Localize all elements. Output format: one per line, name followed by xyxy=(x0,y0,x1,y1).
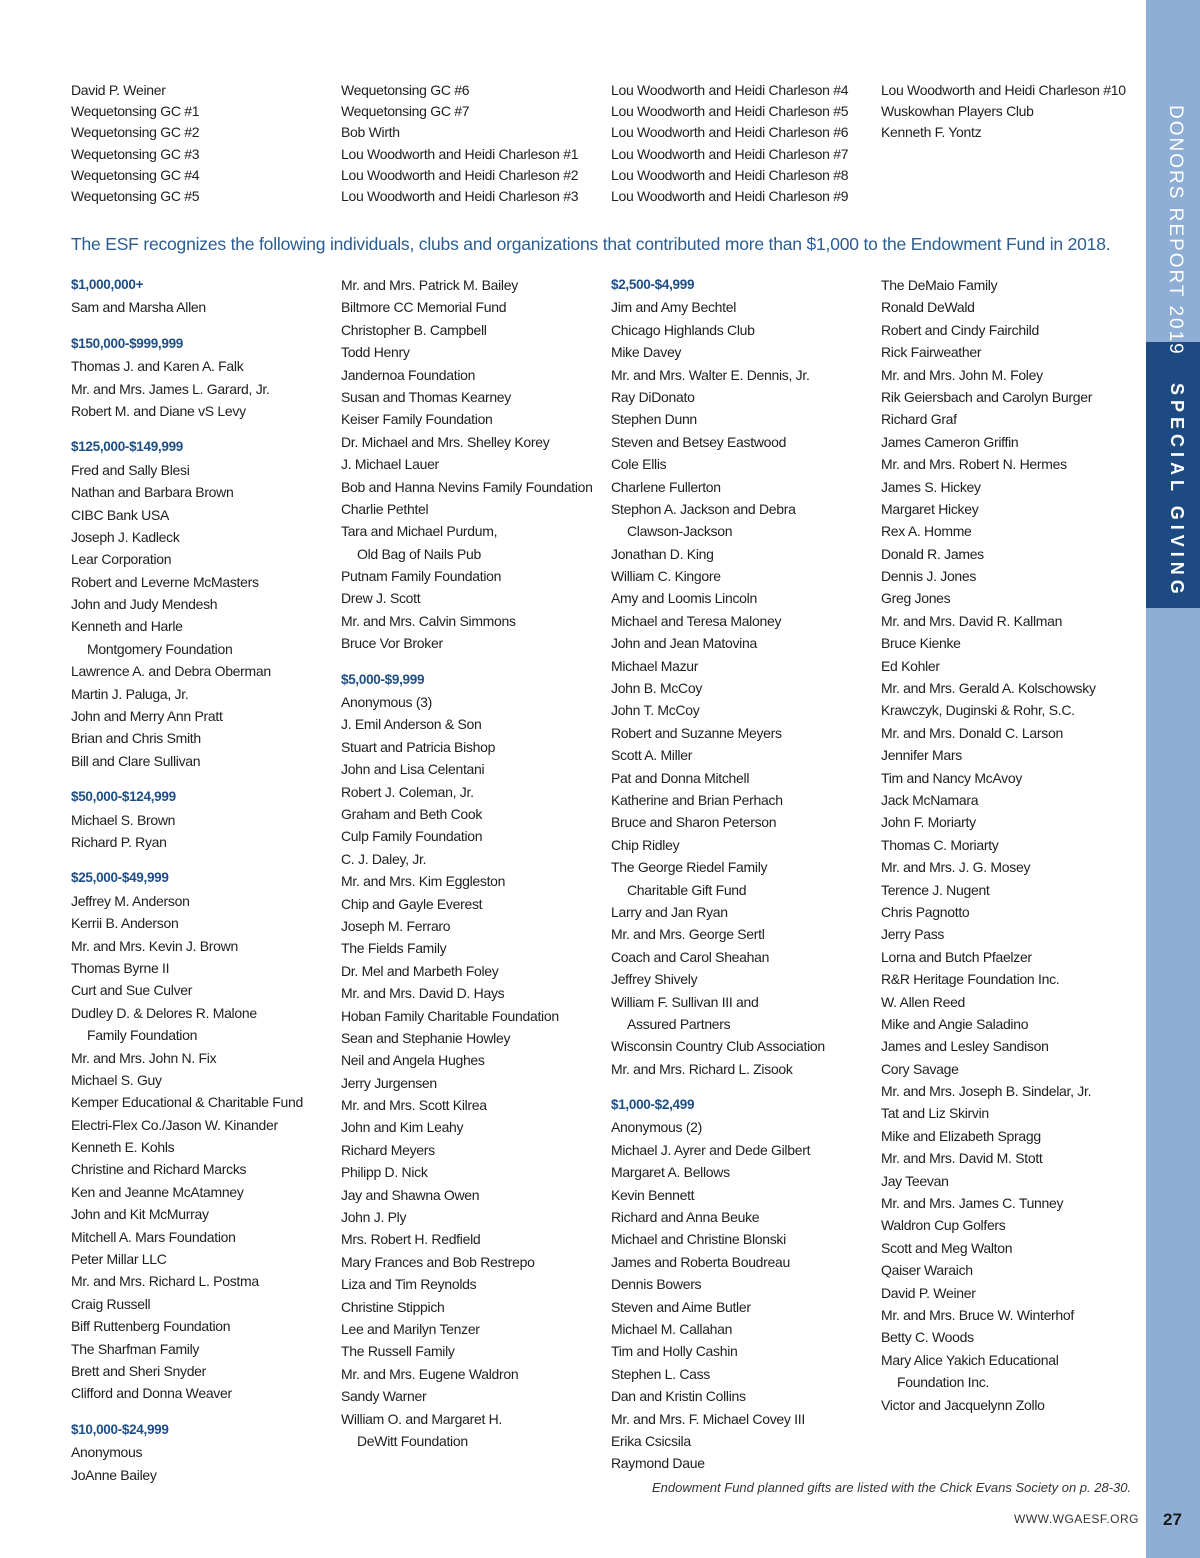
donor-name: Kenneth and Harle xyxy=(71,618,183,635)
donor-name-continued: Charitable Gift Fund xyxy=(627,881,747,898)
donor-name: Cole Ellis xyxy=(611,456,667,473)
donor-name: Mr. and Mrs. Gerald A. Kolschowsky xyxy=(881,680,1096,697)
donor-name: Robert and Cindy Fairchild xyxy=(881,321,1039,338)
donor-name: Ken and Jeanne McAtamney xyxy=(71,1183,244,1200)
donor-name: Craig Russell xyxy=(71,1295,151,1312)
donor-name: The Fields Family xyxy=(341,940,447,957)
donor-name: Mr. and Mrs. James C. Tunney xyxy=(881,1195,1064,1212)
donor-name: Stephon A. Jackson and Debra xyxy=(611,500,796,517)
donor-name: Mr. and Mrs. John N. Fix xyxy=(71,1049,217,1066)
donor-name: Wequetonsing GC #4 xyxy=(71,166,200,183)
donor-name: David P. Weiner xyxy=(71,82,166,98)
donor-name: Bruce Vor Broker xyxy=(341,635,443,652)
website-url: WWW.WGAESF.ORG xyxy=(1014,1512,1139,1526)
donor-name: Thomas Byrne II xyxy=(71,959,170,976)
donor-name: John and Judy Mendesh xyxy=(71,596,218,613)
donor-name: John and Kit McMurray xyxy=(71,1206,209,1223)
donor-name: Electri-Flex Co./Jason W. Kinander xyxy=(71,1116,278,1133)
donor-name: Steven and Aime Butler xyxy=(611,1298,751,1315)
donor-name: Lou Woodworth and Heidi Charleson #3 xyxy=(341,187,579,204)
donor-name: Mr. and Mrs. Joseph B. Sindelar, Jr. xyxy=(881,1083,1092,1100)
donor-name-continued: Montgomery Foundation xyxy=(87,640,233,657)
donor-name: Lou Woodworth and Heidi Charleson #4 xyxy=(611,82,849,98)
donor-name: Dr. Michael and Mrs. Shelley Korey xyxy=(341,433,550,450)
donor-column-4 xyxy=(881,274,1096,1416)
donor-name: Charlene Fullerton xyxy=(611,478,721,495)
donor-name: Kenneth E. Kohls xyxy=(71,1139,175,1156)
donor-name: Richard P. Ryan xyxy=(71,833,167,850)
donor-name: R&R Heritage Foundation Inc. xyxy=(881,971,1060,988)
donor-name: Lou Woodworth and Heidi Charleson #6 xyxy=(611,124,849,141)
donor-name: The George Riedel Family xyxy=(611,859,768,876)
donor-name: Graham and Beth Cook xyxy=(341,805,483,822)
donor-name: John B. McCoy xyxy=(611,680,703,697)
donor-name: Lawrence A. and Debra Oberman xyxy=(71,663,271,680)
donor-name: J. Emil Anderson & Son xyxy=(341,716,482,733)
donor-name: Raymond Daue xyxy=(611,1455,705,1472)
donor-name: Mr. and Mrs. George Sertl xyxy=(611,926,765,943)
donor-name: Christopher B. Campbell xyxy=(341,321,487,338)
donor-name: Michael J. Ayrer and Dede Gilbert xyxy=(611,1141,811,1158)
donor-name: Mr. and Mrs. Scott Kilrea xyxy=(341,1097,487,1114)
donor-name: James and Lesley Sandison xyxy=(881,1038,1049,1055)
donor-column-2 xyxy=(341,274,593,1452)
donor-name: Kenneth F. Yontz xyxy=(881,124,982,141)
donor-name: W. Allen Reed xyxy=(881,993,966,1010)
donor-name: John and Lisa Celentani xyxy=(341,761,485,778)
donor-name: John J. Ply xyxy=(341,1209,407,1226)
donor-name: Mr. and Mrs. F. Michael Covey III xyxy=(611,1410,805,1427)
donor-name: Curt and Sue Culver xyxy=(71,982,193,999)
donor-name: Wequetonsing GC #5 xyxy=(71,187,200,204)
donor-name: Biff Ruttenberg Foundation xyxy=(71,1318,231,1335)
donor-name: Richard Meyers xyxy=(341,1141,435,1158)
donor-name: Lou Woodworth and Heidi Charleson #7 xyxy=(611,145,849,162)
donor-name: Joseph M. Ferraro xyxy=(341,917,451,934)
donor-name: Drew J. Scott xyxy=(341,590,421,607)
donor-name: Dan and Kristin Collins xyxy=(611,1388,746,1405)
donor-name: Betty C. Woods xyxy=(881,1329,974,1346)
donor-name: Jeffrey M. Anderson xyxy=(71,892,190,909)
donor-name: Scott A. Miller xyxy=(611,747,693,764)
donor-name: Anonymous (3) xyxy=(341,694,433,711)
donor-name-continued: Assured Partners xyxy=(627,1015,731,1032)
donor-name: Rik Geiersbach and Carolyn Burger xyxy=(881,388,1093,405)
giving-level-heading: $10,000-$24,999 xyxy=(71,1421,169,1437)
donor-name: Tim and Nancy McAvoy xyxy=(881,769,1023,786)
donor-name: Wequetonsing GC #1 xyxy=(71,103,200,120)
donor-name: Jerry Jurgensen xyxy=(341,1074,437,1091)
carryover-column-3 xyxy=(611,80,848,207)
donor-name: James Cameron Griffin xyxy=(881,433,1019,450)
donor-name: Terence J. Nugent xyxy=(881,881,990,898)
donor-name: David P. Weiner xyxy=(881,1284,976,1301)
special-giving-label: SPECIAL GIVING xyxy=(1167,383,1187,599)
donor-name: Mitchell A. Mars Foundation xyxy=(71,1228,236,1245)
donor-name: Philipp D. Nick xyxy=(341,1164,428,1181)
donor-name: Mary Alice Yakich Educational xyxy=(881,1351,1059,1368)
donor-name: Mr. and Mrs. James L. Garard, Jr. xyxy=(71,380,270,397)
carryover-column-1 xyxy=(71,80,199,207)
donor-name: Mike and Angie Saladino xyxy=(881,1015,1029,1032)
donor-name: The Russell Family xyxy=(341,1343,455,1360)
donor-name: Steven and Betsey Eastwood xyxy=(611,433,787,450)
donor-name: Mr. and Mrs. Calvin Simmons xyxy=(341,612,516,629)
donor-name: Rex A. Homme xyxy=(881,523,972,540)
donor-name: Scott and Meg Walton xyxy=(881,1239,1013,1256)
giving-level-heading: $125,000-$149,999 xyxy=(71,439,184,455)
donor-name: Robert and Leverne McMasters xyxy=(71,573,259,590)
donor-name: Dennis Bowers xyxy=(611,1276,702,1293)
donor-name: Jennifer Mars xyxy=(881,747,962,764)
donor-name: Ed Kohler xyxy=(881,657,940,674)
giving-level-heading: $25,000-$49,999 xyxy=(71,870,169,886)
donor-name: Anonymous (2) xyxy=(611,1119,703,1136)
donor-name: The Sharfman Family xyxy=(71,1340,200,1357)
donor-name: Kemper Educational & Charitable Fund xyxy=(71,1094,304,1111)
donor-name: Jandernoa Foundation xyxy=(341,366,476,383)
donor-name: Tat and Liz Skirvin xyxy=(881,1105,989,1122)
donor-name: Jay and Shawna Owen xyxy=(341,1186,480,1203)
donor-name: Putnam Family Foundation xyxy=(341,568,502,585)
donor-name: Biltmore CC Memorial Fund xyxy=(341,299,507,316)
donor-name: Fred and Sally Blesi xyxy=(71,461,190,478)
donor-name: CIBC Bank USA xyxy=(71,506,170,523)
donor-name: Mr. and Mrs. Kim Eggleston xyxy=(341,873,506,890)
donor-name: William C. Kingore xyxy=(611,568,721,585)
donor-name: Brian and Chris Smith xyxy=(71,730,201,747)
donor-name: Greg Jones xyxy=(881,590,951,607)
donor-name: Susan and Thomas Kearney xyxy=(341,388,511,405)
donor-name: Dudley D. & Delores R. Malone xyxy=(71,1004,257,1021)
donor-name: Donald R. James xyxy=(881,545,984,562)
donor-name: Chip and Gayle Everest xyxy=(341,895,483,912)
donor-name: Margaret Hickey xyxy=(881,500,979,517)
donor-name-continued: DeWitt Foundation xyxy=(357,1432,468,1449)
giving-level-heading: $150,000-$999,999 xyxy=(71,335,184,351)
donor-name-continued: Foundation Inc. xyxy=(897,1374,990,1391)
planned-gifts-footnote: Endowment Fund planned gifts are listed with the Chick Evans Society on p. 28-30. xyxy=(652,1480,1132,1495)
donor-name: Jim and Amy Bechtel xyxy=(611,299,737,316)
donor-name: Mr. and Mrs. David R. Kallman xyxy=(881,612,1063,629)
donor-name: Margaret A. Bellows xyxy=(611,1164,730,1181)
donor-name: Bill and Clare Sullivan xyxy=(71,752,201,769)
donor-name: Lou Woodworth and Heidi Charleson #1 xyxy=(341,145,579,162)
donor-name: Michael S. Brown xyxy=(71,811,176,828)
donor-name: Chris Pagnotto xyxy=(881,903,970,920)
donor-name: The DeMaio Family xyxy=(881,277,998,293)
donor-name: J. Michael Lauer xyxy=(341,456,439,473)
donor-name: Mr. and Mrs. David D. Hays xyxy=(341,985,505,1002)
donor-name: Victor and Jacquelynn Zollo xyxy=(881,1396,1045,1413)
donor-name: Stephen Dunn xyxy=(611,411,697,428)
donor-name-continued: Clawson-Jackson xyxy=(627,523,733,540)
donor-name: Christine Stippich xyxy=(341,1298,445,1315)
donor-name: Michael and Christine Blonski xyxy=(611,1231,786,1248)
donor-name: Jerry Pass xyxy=(881,926,945,943)
donor-name: Ronald DeWald xyxy=(881,299,975,316)
donor-name: Jay Teevan xyxy=(881,1172,949,1189)
donor-name: Richard Graf xyxy=(881,411,957,428)
donor-name: Jeffrey Shively xyxy=(611,971,698,988)
donor-name: William F. Sullivan III and xyxy=(611,993,759,1010)
donor-name: Lou Woodworth and Heidi Charleson #9 xyxy=(611,187,849,204)
donor-name: Lear Corporation xyxy=(71,551,172,568)
donor-name: Larry and Jan Ryan xyxy=(611,903,728,920)
donor-name: Wequetonsing GC #6 xyxy=(341,82,470,98)
donor-name: Michael and Teresa Maloney xyxy=(611,612,782,629)
donor-name: Bob and Hanna Nevins Family Foundation xyxy=(341,478,593,495)
carryover-column-2 xyxy=(341,80,578,207)
page-number: 27 xyxy=(1163,1510,1182,1529)
donor-name: Thomas J. and Karen A. Falk xyxy=(71,358,244,375)
giving-level-heading: $1,000,000+ xyxy=(71,277,144,292)
donor-name: Bob Wirth xyxy=(341,124,400,141)
donor-name: Coach and Carol Sheahan xyxy=(611,948,770,965)
donor-name: Martin J. Paluga, Jr. xyxy=(71,685,189,702)
donor-name: C. J. Daley, Jr. xyxy=(341,850,427,867)
donor-name: Sam and Marsha Allen xyxy=(71,299,206,316)
donor-name: Mr. and Mrs. Patrick M. Bailey xyxy=(341,277,518,293)
donor-name: William O. and Margaret H. xyxy=(341,1410,503,1427)
donor-name: Anonymous xyxy=(71,1444,143,1461)
giving-level-heading: $50,000-$124,999 xyxy=(71,789,176,805)
donor-name: Waldron Cup Golfers xyxy=(881,1217,1006,1234)
donor-name: Ray DiDonato xyxy=(611,388,695,405)
donor-name: Todd Henry xyxy=(341,344,410,361)
giving-level-heading: $1,000-$2,499 xyxy=(611,1097,695,1113)
donor-name: John and Kim Leahy xyxy=(341,1119,464,1136)
donor-name: Wequetonsing GC #3 xyxy=(71,145,200,162)
donor-name: Lou Woodworth and Heidi Charleson #2 xyxy=(341,166,579,183)
donor-name: Bruce and Sharon Peterson xyxy=(611,814,777,831)
donor-name: Thomas C. Moriarty xyxy=(881,836,999,853)
donor-name: Wisconsin Country Club Association xyxy=(611,1038,825,1055)
donor-name-continued: Old Bag of Nails Pub xyxy=(357,545,481,562)
donor-name: Richard and Anna Beuke xyxy=(611,1209,760,1226)
donor-name: Mr. and Mrs. Kevin J. Brown xyxy=(71,937,238,954)
donor-name: Peter Millar LLC xyxy=(71,1251,167,1268)
donor-name: Sean and Stephanie Howley xyxy=(341,1029,511,1046)
donor-name: Mike and Elizabeth Spragg xyxy=(881,1127,1041,1144)
donor-name: Mr. and Mrs. Walter E. Dennis, Jr. xyxy=(611,366,810,383)
donor-name: Stuart and Patricia Bishop xyxy=(341,738,496,755)
donor-name: Wequetonsing GC #2 xyxy=(71,124,200,141)
donor-name: Michael M. Callahan xyxy=(611,1320,733,1337)
donor-name: Mr. and Mrs. Richard L. Postma xyxy=(71,1273,259,1290)
donor-name: Christine and Richard Marcks xyxy=(71,1161,247,1178)
donor-name: Liza and Tim Reynolds xyxy=(341,1276,477,1293)
donor-name: Mr. and Mrs. Eugene Waldron xyxy=(341,1365,519,1382)
donor-name: Cory Savage xyxy=(881,1060,959,1077)
giving-level-heading: $5,000-$9,999 xyxy=(341,671,425,687)
carryover-column-4 xyxy=(881,80,1126,144)
donor-name: Robert J. Coleman, Jr. xyxy=(341,783,474,800)
donor-name: Chicago Highlands Club xyxy=(611,321,755,338)
donor-name: Nathan and Barbara Brown xyxy=(71,484,234,501)
donor-name: Brett and Sheri Snyder xyxy=(71,1362,207,1379)
donor-name: Mr. and Mrs. John M. Foley xyxy=(881,366,1043,383)
donor-name: Culp Family Foundation xyxy=(341,828,483,845)
donor-name: Joseph J. Kadleck xyxy=(71,528,180,545)
donor-name: Amy and Loomis Lincoln xyxy=(611,590,757,607)
donor-name: Stephen L. Cass xyxy=(611,1365,711,1382)
donor-name: Sandy Warner xyxy=(341,1388,427,1405)
donor-name: Kevin Bennett xyxy=(611,1186,695,1203)
donor-name: Hoban Family Charitable Foundation xyxy=(341,1007,559,1024)
donor-name: Clifford and Donna Weaver xyxy=(71,1385,232,1402)
donor-name: Charlie Pethtel xyxy=(341,500,429,517)
donor-name-continued: Family Foundation xyxy=(87,1027,198,1044)
donor-name: James S. Hickey xyxy=(881,478,981,495)
donor-name: Wuskowhan Players Club xyxy=(881,103,1034,120)
donor-name: Erika Csicsila xyxy=(611,1432,691,1449)
donor-column-3 xyxy=(611,274,825,1475)
donor-name: Keiser Family Foundation xyxy=(341,411,493,428)
donor-name: Lorna and Butch Pfaelzer xyxy=(881,948,1032,965)
donor-name: Mr. and Mrs. Richard L. Zisook xyxy=(611,1060,793,1077)
donor-name: Jack McNamara xyxy=(881,791,979,808)
endowment-intro: The ESF recognizes the following individuals, clubs and organizations that contributed more than $1,000 to the Endowment Fund in 2018. xyxy=(71,234,1111,254)
donor-name: Chip Ridley xyxy=(611,836,680,853)
donor-name: Mary Frances and Bob Restrepo xyxy=(341,1253,535,1270)
donor-name: Wequetonsing GC #7 xyxy=(341,103,470,120)
donor-name: Tara and Michael Purdum, xyxy=(341,523,498,540)
donor-name: Kerrii B. Anderson xyxy=(71,915,179,932)
donor-name: John F. Moriarty xyxy=(881,814,976,831)
donor-name: John and Jean Matovina xyxy=(611,635,757,652)
donor-name: Mr. and Mrs. Robert N. Hermes xyxy=(881,456,1067,473)
donor-name: Dennis J. Jones xyxy=(881,568,977,585)
donor-name: John T. McCoy xyxy=(611,702,700,719)
donors-report-label: DONORS REPORT 2019 xyxy=(1165,105,1186,356)
donor-name: Michael S. Guy xyxy=(71,1071,162,1088)
donor-column-1 xyxy=(71,274,303,1486)
donor-name: Lou Woodworth and Heidi Charleson #10 xyxy=(881,82,1126,98)
donor-name: Lee and Marilyn Tenzer xyxy=(341,1320,480,1337)
donor-name: Robert and Suzanne Meyers xyxy=(611,724,782,741)
donor-name: Dr. Mel and Marbeth Foley xyxy=(341,962,499,979)
donor-name: Rick Fairweather xyxy=(881,344,982,361)
donor-name: Mr. and Mrs. David M. Stott xyxy=(881,1150,1043,1167)
donor-name: Mr. and Mrs. Donald C. Larson xyxy=(881,724,1063,741)
donor-name: Michael Mazur xyxy=(611,657,699,674)
donor-name: Mike Davey xyxy=(611,344,682,361)
donor-name: Pat and Donna Mitchell xyxy=(611,769,750,786)
donor-name: Mr. and Mrs. Bruce W. Winterhof xyxy=(881,1306,1074,1323)
donor-name: Qaiser Waraich xyxy=(881,1262,973,1279)
donor-name: Bruce Kienke xyxy=(881,635,961,652)
donor-name: Mr. and Mrs. J. G. Mosey xyxy=(881,859,1031,876)
donor-name: Lou Woodworth and Heidi Charleson #8 xyxy=(611,166,849,183)
donor-name: Tim and Holly Cashin xyxy=(611,1343,738,1360)
donor-name: Lou Woodworth and Heidi Charleson #5 xyxy=(611,103,849,120)
donor-name: Krawczyk, Duginski & Rohr, S.C. xyxy=(881,702,1075,719)
donor-name: John and Merry Ann Pratt xyxy=(71,708,223,725)
giving-level-heading: $2,500-$4,999 xyxy=(611,277,695,292)
donor-name: Mrs. Robert H. Redfield xyxy=(341,1231,481,1248)
donor-name: James and Roberta Boudreau xyxy=(611,1253,790,1270)
donor-name: Katherine and Brian Perhach xyxy=(611,791,783,808)
donor-name: Jonathan D. King xyxy=(611,545,714,562)
donor-name: Robert M. and Diane vS Levy xyxy=(71,402,246,419)
donor-name: JoAnne Bailey xyxy=(71,1466,157,1483)
donor-name: Neil and Angela Hughes xyxy=(341,1052,485,1069)
